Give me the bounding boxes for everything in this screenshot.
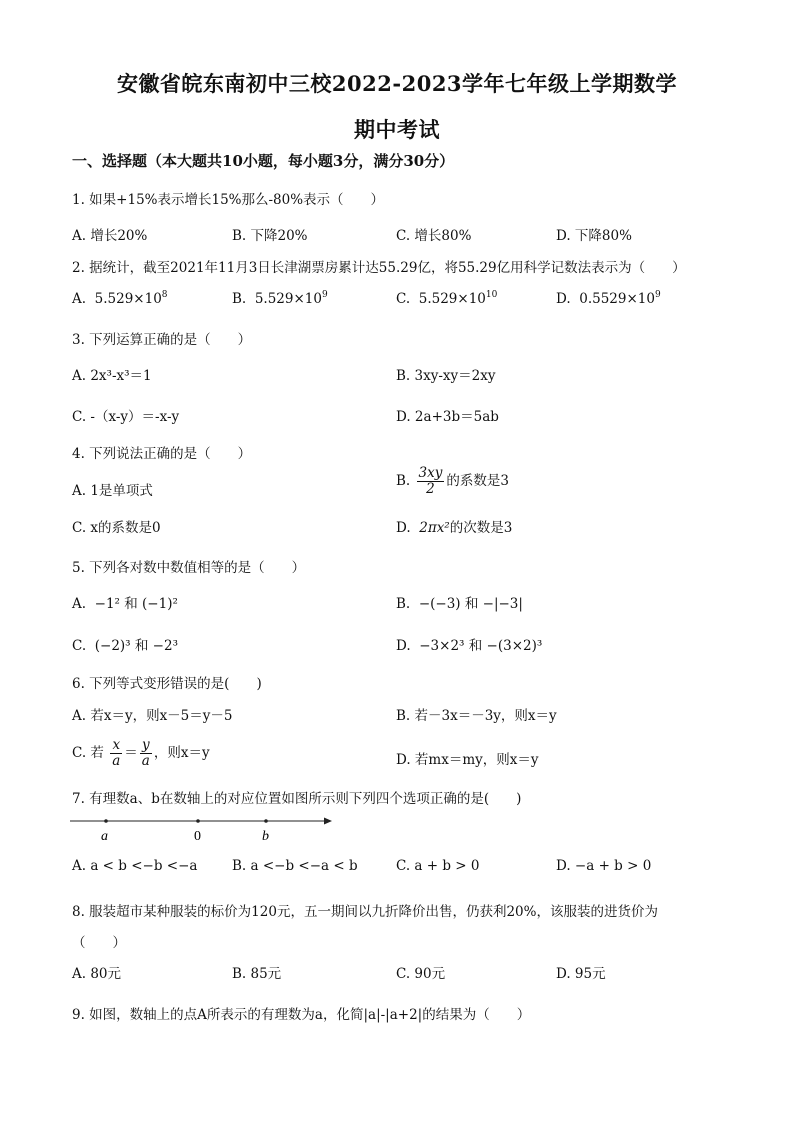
q6-option-d: D. 若mx＝my，则x＝y xyxy=(396,752,539,768)
point-zero xyxy=(196,819,200,823)
number-line-figure xyxy=(70,812,340,846)
q2-option-d: D. $0.5529\times 10^9$ xyxy=(556,290,661,307)
q4-option-a: A. 1是单项式 xyxy=(72,483,153,499)
q6-option-c: C. 若 $\frac{x}{a}$ ＝ $\frac{y}{a}$ ，则x＝y xyxy=(72,737,210,769)
q1-option-b: B. 下降20% xyxy=(232,228,308,244)
q6-option-b: B. 若－3x＝－3y，则x＝y xyxy=(396,708,557,724)
q7-option-a: A. a < b <−b <−a xyxy=(72,858,198,874)
q2-option-a: A. $5.529\times 10^8$ xyxy=(72,290,168,307)
q5-option-b: B. −(−3) 和 −|−3| xyxy=(396,596,523,612)
q1-option-c: C. 增长80% xyxy=(396,228,472,244)
q3-option-c: C. -（x-y）＝-x-y xyxy=(72,409,180,425)
q8-option-b: B. 85元 xyxy=(232,966,282,982)
axis-arrow-icon xyxy=(324,818,332,825)
question-4: 4. 下列说法正确的是（ ） xyxy=(72,446,252,462)
question-8: 8. 服装超市某种服装的标价为120元，五一期间以九折降价出售，仍获利20%，该服装的进货价为 xyxy=(72,904,658,920)
question-5: 5. 下列各对数中数值相等的是（ ） xyxy=(72,560,306,576)
question-9: 9. 如图，数轴上的点A所表示的有理数为a，化简|a|-|a+2|的结果为（ ） xyxy=(72,1007,531,1023)
q3-option-d: D. 2a+3b＝5ab xyxy=(396,409,499,425)
q8-option-c: C. 90元 xyxy=(396,966,446,982)
q7-option-d: D. −a + b > 0 xyxy=(556,858,652,874)
q2-option-c: C. $5.529\times 10^{10}$ xyxy=(396,290,498,307)
q5-option-d: D. −3×2³ 和 −(3×2)³ xyxy=(396,638,543,654)
axis-label-a: a xyxy=(101,829,108,844)
fraction: $\frac{y}{a}$ xyxy=(141,737,150,769)
q1-option-a: A. 增长20% xyxy=(72,228,148,244)
exam-title: 安徽省皖东南初中三校2022-2023学年七年级上学期数学 xyxy=(116,71,678,96)
q6-option-a: A. 若x＝y，则x－5＝y－5 xyxy=(72,708,233,724)
q1-option-d: D. 下降80% xyxy=(556,228,632,244)
q4-option-d: D. 2πx²的次数是3 xyxy=(396,520,513,536)
question-2: 2. 据统计，截至2021年11月3日长津湖票房累计达55.29亿，将55.29亿用科学记数法表示为（ ） xyxy=(72,260,686,276)
q3-option-b: B. 3xy-xy＝2xy xyxy=(396,368,496,384)
axis-label-b: b xyxy=(262,829,269,844)
question-7: 7. 有理数a、b在数轴上的对应位置如图所示则下列四个选项正确的是( ) xyxy=(72,791,522,807)
q5-option-a: A. −1² 和 (−1)² xyxy=(72,596,178,612)
question-1: 1. 如果+15%表示增长15%那么-80%表示（ ） xyxy=(72,192,385,208)
q7-option-c: C. a + b > 0 xyxy=(396,858,480,874)
q8-option-d: D. 95元 xyxy=(556,966,606,982)
point-a xyxy=(104,819,108,823)
exam-subtitle: 期中考试 xyxy=(354,117,440,142)
fraction: $\frac{x}{a}$ xyxy=(112,737,121,769)
axis-label-zero: 0 xyxy=(194,829,201,844)
q8-option-a: A. 80元 xyxy=(72,966,122,982)
question-6: 6. 下列等式变形错误的是( ) xyxy=(72,676,262,692)
q7-option-b: B. a <−b <−a < b xyxy=(232,858,358,874)
section-heading: 一、选择题（本大题共10小题，每小题3分，满分30分） xyxy=(72,152,455,170)
q4-option-c: C. x的系数是0 xyxy=(72,520,161,536)
q2-option-b: B. $5.529\times 10^9$ xyxy=(232,290,328,307)
point-b xyxy=(264,819,268,823)
question-3: 3. 下列运算正确的是（ ） xyxy=(72,332,252,348)
question-8-continued: （ ） xyxy=(72,935,126,951)
fraction: $\frac{3xy}{2}$ xyxy=(418,465,443,497)
q5-option-c: C. (−2)³ 和 −2³ xyxy=(72,638,178,654)
q4-option-b: B. $\frac{3xy}{2}$ 的系数是3 xyxy=(396,465,509,497)
q3-option-a: A. 2x³-x³＝1 xyxy=(72,368,152,384)
